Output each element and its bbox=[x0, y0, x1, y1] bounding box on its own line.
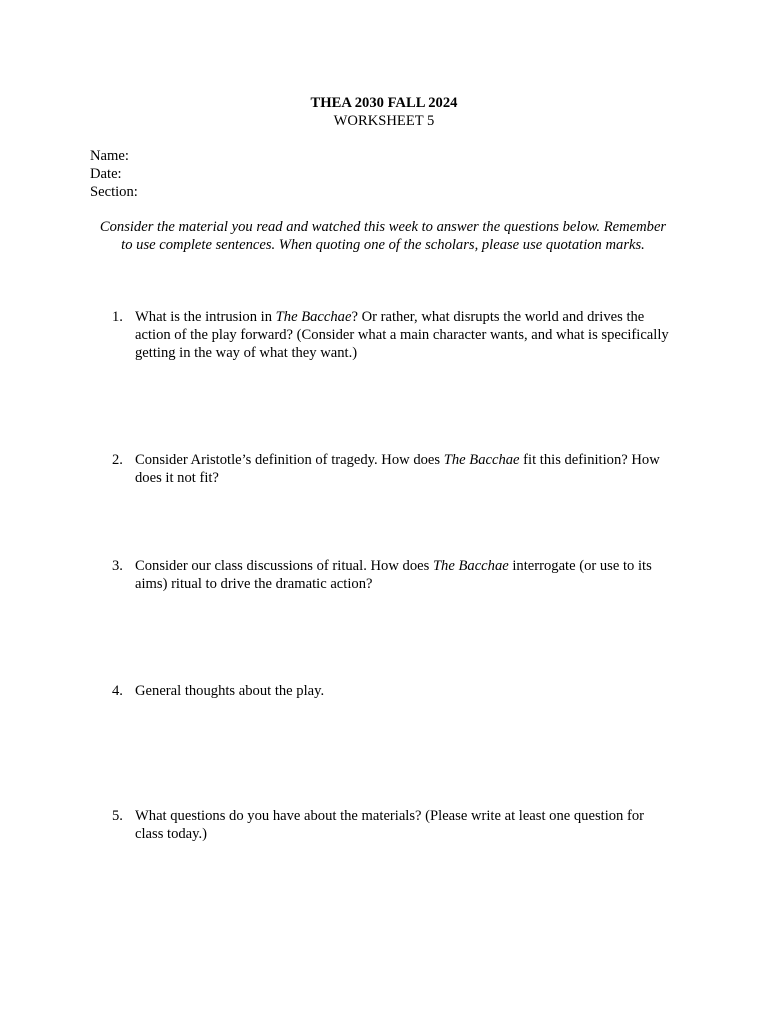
play-title: The Bacchae bbox=[432, 558, 509, 574]
date-field-label: Date: bbox=[90, 166, 122, 182]
student-info-fields bbox=[90, 147, 138, 201]
question-text-part: Consider our class discussions of ritual. How does bbox=[135, 558, 433, 574]
question-text bbox=[135, 807, 675, 843]
question-text-part: What is the intrusion in bbox=[135, 309, 276, 325]
question-text bbox=[135, 682, 675, 700]
question-text-part: interrogate (or use to its aims) ritual to drive the dramatic action? bbox=[135, 558, 652, 592]
question-text-part: What questions do you have about the materials? (Please write at least one question for class today.) bbox=[135, 808, 645, 842]
question-text bbox=[135, 451, 675, 487]
play-title: The Bacchae bbox=[275, 309, 352, 325]
question-number: 4. bbox=[112, 683, 123, 699]
document-subtitle: WORKSHEET 5 bbox=[333, 113, 435, 129]
question-text bbox=[135, 557, 675, 593]
question-text-part: General thoughts about the play. bbox=[135, 683, 325, 699]
question-number: 2. bbox=[112, 452, 123, 468]
instructions-paragraph: Consider the material you read and watched this week to answer the questions below. Remember to use complete sentences. When quoting one of the scholars, please use quotation marks. bbox=[99, 219, 667, 253]
question-text-part: fit this definition? How does it not fit? bbox=[135, 452, 660, 486]
document-title: THEA 2030 FALL 2024 bbox=[310, 95, 458, 111]
question-number: 5. bbox=[112, 808, 123, 824]
question-text-part: ? Or rather, what disrupts the world and drives the action of the play forward? (Consider what a main character wants, and what is specifically getting in the way of what they want.) bbox=[135, 309, 669, 361]
play-title: The Bacchae bbox=[443, 452, 520, 468]
question-number: 3. bbox=[112, 558, 123, 574]
question-number: 1. bbox=[112, 309, 123, 325]
name-field-label: Name: bbox=[90, 148, 129, 164]
question-text bbox=[135, 308, 675, 362]
question-text-part: Consider Aristotle’s definition of tragedy. How does bbox=[135, 452, 444, 468]
section-field-label: Section: bbox=[90, 184, 138, 200]
